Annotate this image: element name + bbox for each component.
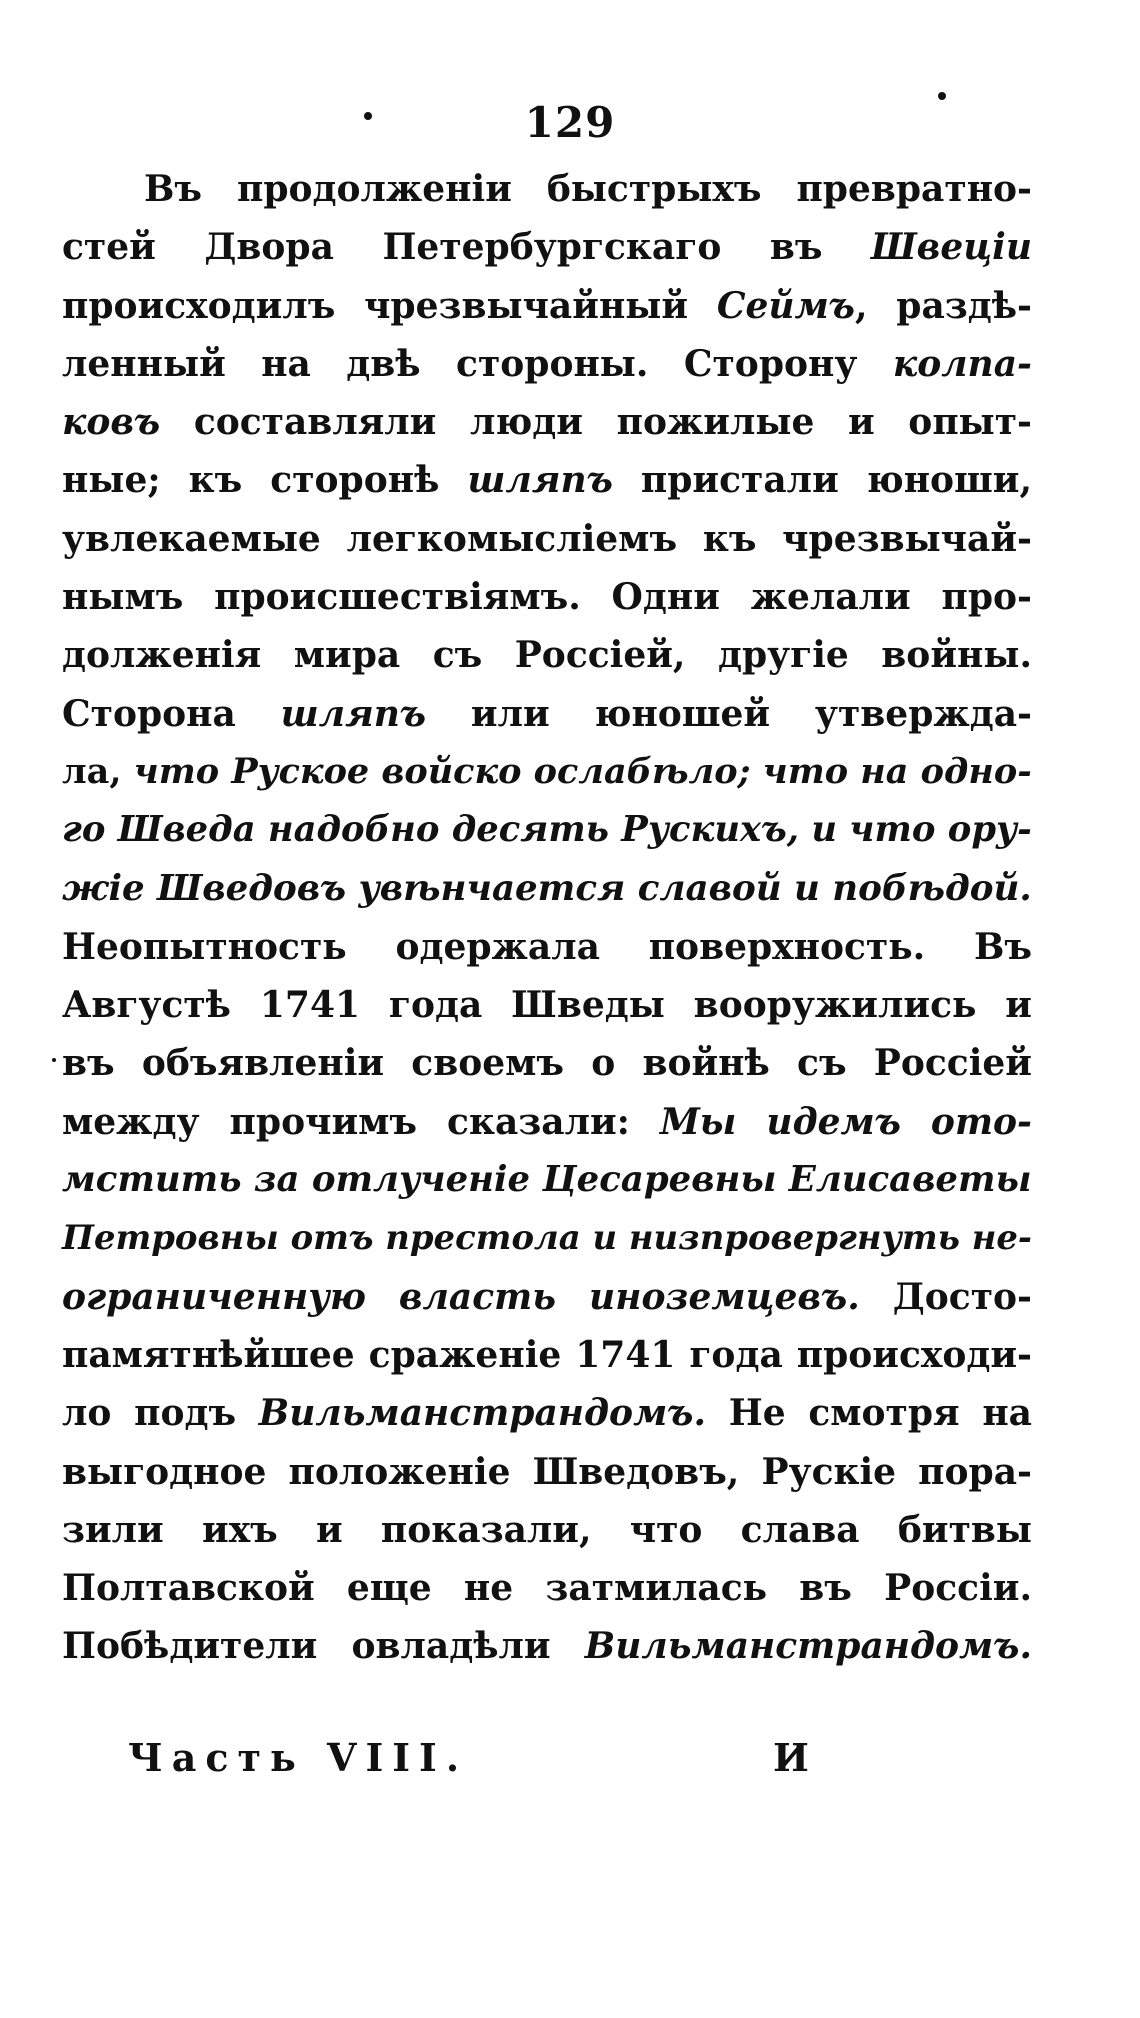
text-line bbox=[62, 168, 1032, 226]
text-segment: ла, bbox=[62, 750, 134, 792]
text-segment: Въ продолженіи быстрыхъ превратно- bbox=[144, 168, 1032, 210]
italic-segment: Вильманстрандомъ. bbox=[584, 1625, 1032, 1668]
text-segment: Сторона bbox=[62, 692, 281, 735]
text-segment: зили ихъ и показали, что слава битвы bbox=[62, 1508, 1032, 1551]
text-segment: между прочимъ сказали: bbox=[62, 1100, 660, 1143]
text-segment: увлекаемые легкомысліемъ къ чрезвычай- bbox=[62, 517, 1032, 560]
text-line bbox=[62, 1567, 1032, 1625]
italic-segment: колпа- bbox=[892, 342, 1032, 385]
body-text bbox=[62, 168, 1032, 1684]
text-segment: или юношей утверждa- bbox=[426, 692, 1032, 735]
text-segment: Побѣдители овладѣли bbox=[62, 1625, 585, 1668]
text-line bbox=[62, 1451, 1032, 1509]
text-segment: Не смотря на bbox=[706, 1392, 1032, 1435]
italic-segment: ковъ bbox=[62, 401, 161, 444]
italic-segment: мстить за отлученіе Цесаревны Елисаветы bbox=[62, 1159, 1032, 1201]
text-segment: долженія мира съ Россіей, другіе войны. bbox=[62, 634, 1032, 677]
italic-segment: Сеймъ bbox=[716, 284, 855, 327]
text-line bbox=[62, 1392, 1032, 1450]
italic-segment: Вильманстрандомъ. bbox=[258, 1392, 707, 1435]
text-segment: ло подъ bbox=[62, 1392, 259, 1435]
page-number: 129 bbox=[524, 98, 616, 147]
text-line bbox=[62, 343, 1032, 401]
text-line bbox=[62, 1217, 1032, 1275]
text-segment: Досто- bbox=[859, 1275, 1032, 1318]
text-segment: ленный на двѣ стороны. Сторону bbox=[62, 342, 893, 385]
text-segment: Августѣ 1741 года Шведы вооружились и bbox=[62, 984, 1032, 1027]
text-segment: пристали юноши, bbox=[612, 459, 1032, 502]
text-line bbox=[62, 285, 1032, 343]
page-footer bbox=[128, 1735, 828, 1785]
text-segment: нымъ происшествіямъ. Одни желали про- bbox=[62, 576, 1032, 619]
signature-mark: И bbox=[773, 1735, 809, 1780]
italic-segment: что Руское войско ослабѣло; что на одно- bbox=[133, 750, 1032, 792]
part-label: Часть VIII. bbox=[128, 1735, 469, 1780]
italic-segment: Петровны отъ престола и низпровергнуть не- bbox=[62, 1217, 1032, 1258]
text-line bbox=[62, 459, 1032, 517]
italic-segment: шляпъ bbox=[280, 692, 427, 735]
text-line bbox=[62, 926, 1032, 984]
text-line bbox=[62, 401, 1032, 459]
text-line bbox=[62, 576, 1032, 634]
italic-segment: Мы идемъ ото- bbox=[659, 1100, 1032, 1143]
text-line bbox=[62, 751, 1032, 809]
text-line bbox=[62, 1334, 1032, 1392]
italic-segment: ограниченную власть иноземцевъ. bbox=[62, 1275, 860, 1318]
text-segment: выгодное положеніе Шведовъ, Рускіе пора- bbox=[62, 1450, 1032, 1493]
italic-segment: шляпъ bbox=[467, 459, 613, 502]
text-segment: стей Двора Петербургскаго въ bbox=[62, 226, 872, 269]
text-line bbox=[62, 1159, 1032, 1217]
text-line bbox=[62, 984, 1032, 1042]
italic-segment: жіе Шведовъ увѣнчается славой и побѣдой. bbox=[62, 867, 1032, 909]
text-segment: ные; къ сторонѣ bbox=[62, 459, 468, 502]
italic-segment: Швеціи bbox=[871, 226, 1032, 269]
text-segment: происходилъ чрезвычайный bbox=[62, 284, 717, 327]
text-segment: Полтавской еще не затмилась въ Россіи. bbox=[62, 1567, 1032, 1610]
print-speck bbox=[52, 1058, 56, 1062]
text-segment: , раздѣ- bbox=[854, 284, 1032, 327]
print-speck bbox=[364, 112, 372, 120]
text-segment: составляли люди пожилые и опыт- bbox=[160, 401, 1032, 444]
text-line bbox=[62, 868, 1032, 926]
text-line bbox=[62, 518, 1032, 576]
text-line bbox=[62, 1276, 1032, 1334]
text-segment: въ объявленіи своемъ о войнѣ съ Россіей bbox=[62, 1042, 1032, 1085]
text-segment: памятнѣйшее сраженіе 1741 года происходи- bbox=[62, 1333, 1032, 1376]
text-line bbox=[62, 1042, 1032, 1100]
print-speck bbox=[938, 92, 946, 100]
text-line bbox=[62, 693, 1032, 751]
text-line bbox=[62, 809, 1032, 867]
text-line bbox=[62, 1509, 1032, 1567]
text-segment: Неопытность одержала поверхность. Въ bbox=[62, 925, 1032, 968]
text-line bbox=[62, 1101, 1032, 1159]
text-line bbox=[62, 226, 1032, 284]
text-line bbox=[62, 1625, 1032, 1683]
italic-segment: го Шведа надобно десять Рускихъ, и что ору- bbox=[62, 809, 1032, 851]
text-line bbox=[62, 634, 1032, 692]
